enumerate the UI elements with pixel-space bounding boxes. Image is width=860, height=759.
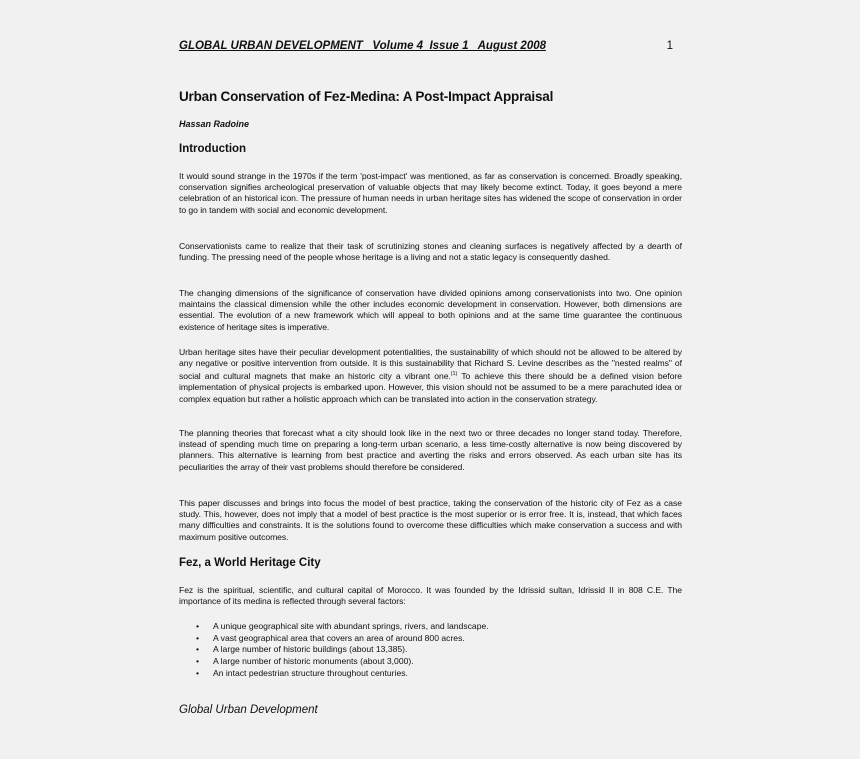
intro-paragraph-6: This paper discusses and brings into focus the model of best practice, taking the conservation of the historic city of Fez as a case study. This, however, does not imply that a model of best practice is the most superior or is error free. It is, instead, that which faces many difficulties and constraints. It is the solutions found to overcome these difficulties which make conservation a success and with maximum positive outcomes. [179, 498, 682, 542]
list-item [196, 656, 489, 668]
intro-paragraph-2: Conservationists came to realize that their task of scrutinizing stones and cleaning surfaces is negatively affected by a dearth of funding. The pressing need of the people whose heritage is a living and not a static legacy is consequently dashed. [179, 241, 682, 263]
list-item-text: A unique geographical site with abundant springs, rivers, and landscape. [213, 621, 489, 631]
bullet-icon: • [196, 632, 200, 643]
list-item-text: An intact pedestrian structure throughout centuries. [213, 667, 408, 678]
list-item-text: A vast geographical area that covers an area of around 800 acres. [213, 632, 465, 643]
list-item [196, 644, 489, 656]
list-item [196, 668, 489, 680]
journal-running-title: GLOBAL URBAN DEVELOPMENT Volume 4 Issue 1 August 2008 [179, 40, 547, 52]
article-title: Urban Conservation of Fez-Medina: A Post-Impact Appraisal [179, 89, 554, 104]
list-item [196, 633, 489, 645]
intro-paragraph-4-tail: To achieve this there should be a defined vision before implementation of physical projects is embarked upon. However, this vision should not be assumed to be a mere parachuted idea or complex equation but rather a holistic approach which can be translated into action in the conservation strategy. [179, 371, 682, 404]
fez-paragraph: Fez is the spiritual, scientific, and cultural capital of Morocco. It was founded by the Idrissid sultan, Idrissid II in 808 C.E. The importance of its medina is reflected through several factors: [179, 585, 682, 607]
footnote-reference: (1) [450, 371, 458, 378]
running-footer: Global Urban Development [179, 704, 318, 716]
section-heading-introduction: Introduction [179, 143, 247, 155]
list-item-text: A large number of historic monuments (about 3,000). [213, 656, 414, 667]
intro-paragraph-5: The planning theories that forecast what a city should look like in the next two or three decades no longer stand today. Therefore, instead of spending much time on preparing a long-term urban scenario, a less time-costly alternative is now being discovered by planners. This alternative is learning from best practice and averting the risks and errors observed. As each urban site has its peculiarities the array of their vast problems should therefore be considered. [179, 428, 682, 472]
intro-paragraph-4-text: Urban heritage sites have their peculiar development potentialities, the sustainability of which should not be allowed to be altered by any negative or positive intervention from outside. It is this sustainability that Richard S. Levine describes as the "nested realms" of social and cultural magnets that make an historic city a vibrant one. [179, 347, 682, 382]
bullet-icon: • [196, 621, 200, 631]
section-heading-fez: Fez, a World Heritage City [179, 557, 321, 569]
running-header [179, 40, 673, 52]
intro-paragraph-3: The changing dimensions of the significance of conservation have divided opinions among conservationists into two. One opinion maintains the classical dimension while the other includes economic development in conservation. However, both dimensions are essential. The evolution of a new framework which will appeal to both opinions and at the same time guarantee the continuous existence of heritage sites is imperative. [179, 288, 682, 332]
bullet-icon: • [196, 667, 200, 678]
fez-factors-list [196, 621, 489, 680]
list-item-text: A large number of historic buildings (about 13,385). [213, 644, 408, 655]
page-number: 1 [666, 40, 673, 52]
article-author: Hassan Radoine [179, 119, 250, 129]
intro-paragraph-4 [179, 347, 682, 405]
bullet-icon: • [196, 656, 200, 667]
bullet-icon: • [196, 644, 200, 655]
list-item [196, 621, 489, 633]
intro-paragraph-1: It would sound strange in the 1970s if the term 'post-impact' was mentioned, as far as conservation is concerned. Broadly speaking, conservation signifies archeological preservation of valuable objects that may likely become extinct. Today, it goes beyond a mere celebration of an historical icon. The pressure of human needs in urban heritage sites has widened the scope of conservation in order to go in tandem with social and economic development. [179, 171, 682, 215]
